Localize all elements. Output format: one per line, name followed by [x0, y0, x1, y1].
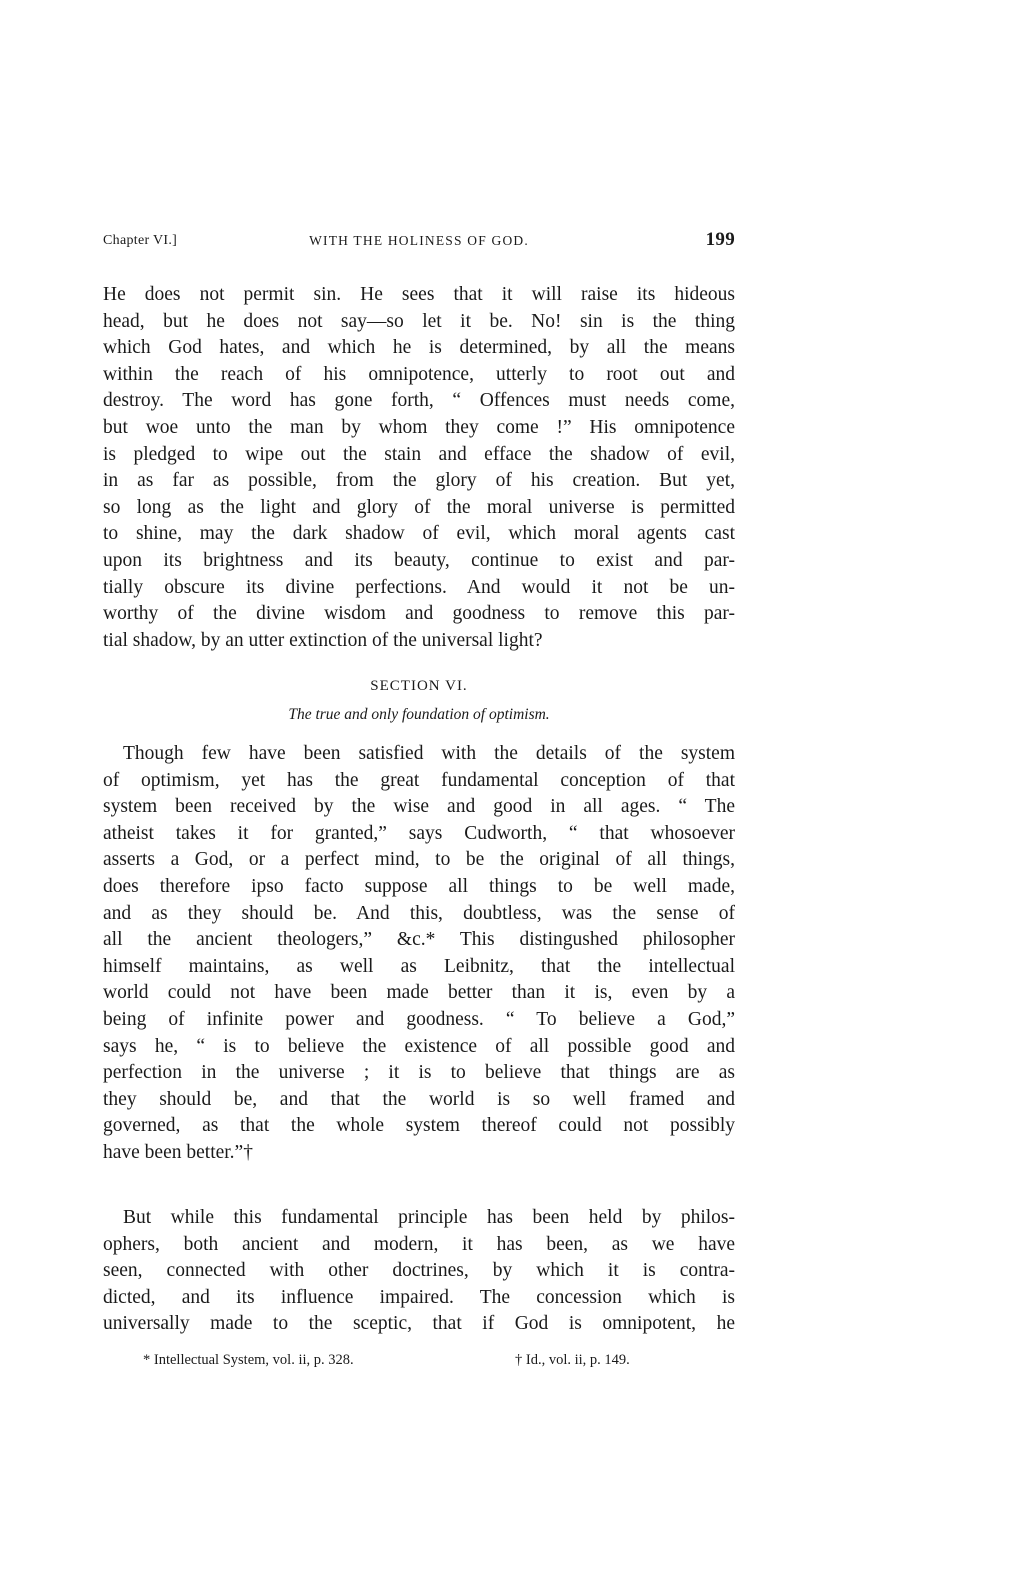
text-line: atheist takes it for granted,” says Cudworth, “ that whosoever: [103, 822, 735, 844]
text-line: world could not have been made better than it is, even by a: [103, 982, 735, 1004]
text-line: perfection in the universe ; it is to believe that things are as: [103, 1062, 735, 1084]
text-line: Though few have been satisfied with the details of the system: [123, 743, 735, 764]
footnote-1: * Intellectual System, vol. ii, p. 328.: [143, 1352, 354, 1368]
text-line: but woe unto the man by whom they come !” His omnipotence: [103, 416, 735, 438]
text-line: system been received by the wise and good in all ages. “ The: [103, 796, 735, 818]
text-line: destroy. The word has gone forth, “ Offences must needs come,: [103, 390, 735, 412]
text-line: himself maintains, as well as Leibnitz, that the intellectual: [103, 955, 735, 977]
text-line: does therefore ipso facto suppose all things to be well made,: [103, 875, 735, 897]
text-line: He does not permit sin. He sees that it will raise its hideous: [103, 284, 735, 305]
text-line: dicted, and its influence impaired. The concession which is: [103, 1286, 735, 1308]
text-line: of optimism, yet has the great fundamental conception of that: [103, 769, 735, 791]
section-subtitle: The true and only foundation of optimism.: [288, 706, 550, 723]
text-line: head, but he does not say—so let it be. No! sin is the thing: [103, 310, 735, 332]
text-line: says he, “ is to believe the existence of all possible good and: [103, 1035, 735, 1057]
paragraph-3: [103, 1205, 735, 1338]
text-line: being of infinite power and goodness. “ To believe a God,”: [103, 1008, 735, 1030]
text-line: in as far as possible, from the glory of his creation. But yet,: [103, 470, 735, 492]
paragraph-2: [103, 741, 735, 1167]
text-line: tial shadow, by an utter extinction of the universal light?: [103, 629, 543, 651]
text-line: all the ancient theologers,” &c.* This distingushed philosopher: [103, 929, 735, 951]
text-line: and as they should be. And this, doubtless, was the sense of: [103, 902, 735, 924]
text-line: asserts a God, or a perfect mind, to be the original of all things,: [103, 849, 735, 871]
text-line: worthy of the divine wisdom and goodness to remove this par-: [103, 603, 735, 625]
text-line: which God hates, and which he is determined, by all the means: [103, 337, 735, 359]
section-heading: SECTION VI.: [370, 678, 468, 694]
text-line: tially obscure its divine perfections. And would it not be un-: [103, 576, 735, 598]
text-line: But while this fundamental principle has been held by philos-: [123, 1207, 735, 1228]
running-title: WITH THE HOLINESS OF GOD.: [309, 233, 529, 248]
text-line: is pledged to wipe out the stain and efface the shadow of evil,: [103, 443, 735, 465]
text-line: universally made to the sceptic, that if God is omnipotent, he: [103, 1313, 735, 1335]
text-line: have been better.”†: [103, 1141, 253, 1163]
text-line: within the reach of his omnipotence, utterly to root out and: [103, 363, 735, 385]
running-head: [103, 229, 735, 255]
footnote-2: † Id., vol. ii, p. 149.: [515, 1352, 630, 1368]
text-line: they should be, and that the world is so well framed and: [103, 1088, 735, 1110]
text-line: to shine, may the dark shadow of evil, which moral agents cast: [103, 523, 735, 545]
text-line: so long as the light and glory of the moral universe is permitted: [103, 496, 735, 518]
text-line: upon its brightness and its beauty, continue to exist and par-: [103, 549, 735, 571]
text-line: governed, as that the whole system thereof could not possibly: [103, 1115, 735, 1137]
chapter-label: Chapter VI.]: [103, 233, 178, 248]
paragraph-1: [103, 282, 735, 654]
text-line: seen, connected with other doctrines, by which it is contra-: [103, 1260, 735, 1282]
page-number: 199: [705, 229, 735, 250]
text-line: ophers, both ancient and modern, it has been, as we have: [103, 1233, 735, 1255]
